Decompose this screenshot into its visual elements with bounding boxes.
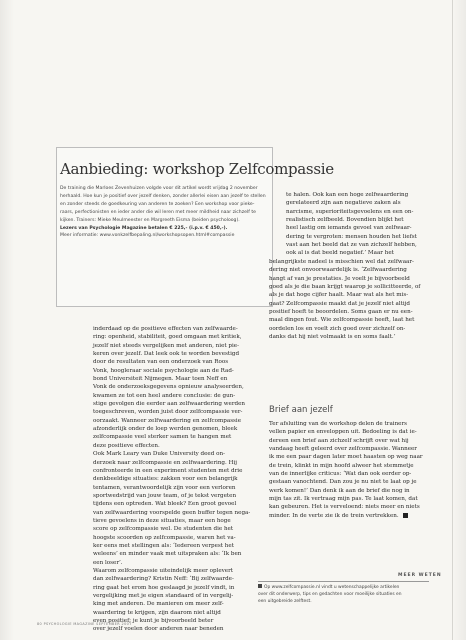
text-line: de trein, klinkt in mijn hoofd alweer het stemmetje — [269, 462, 414, 469]
text-line: vandaag heeft geleerd over zelfcompassie. Wanneer — [269, 446, 417, 453]
offer-title: Aanbieding: workshop Zelfcompassie — [60, 160, 334, 178]
offer-body — [60, 185, 282, 240]
text-line: tieve gevoelens in deze situaties, maar een hoge — [93, 517, 231, 524]
text-line: ring: openheid, stabiliteit, goed omgaan met kritiek, — [93, 334, 242, 341]
column-left — [93, 325, 269, 634]
text-line: als je dat hoge cijfer haalt. Maar wat als het mis- — [269, 292, 409, 299]
text-line: heel lastig om iemands gevoel van zelfwaar- — [286, 225, 412, 232]
text-line: maal dingen fout. Wie zelfcompassie heeft, laat het — [269, 317, 415, 324]
text-line: Vonk, hoogleraar sociale psychologie aan de Rad- — [93, 367, 234, 374]
more-info-link[interactable]: www.zelfcompassie.nl vindt u wetenschappelijke artikelen — [271, 585, 400, 590]
text-line: belangrijkste nadeel is misschien wel dat zelfwaar- — [269, 259, 414, 265]
more-info-prefix: Op — [264, 585, 271, 590]
text-line: Ook Mark Leary van Duke University deed on- — [93, 451, 225, 458]
more-info-text — [258, 584, 433, 606]
section-subheading: Brief aan jezelf — [269, 405, 333, 415]
text-line: derzoek naar zelfcompassie en zelfwaardering. Hij — [93, 459, 237, 466]
text-line: van zelfwaardering voorspelde geen buffer tegen nega- — [93, 509, 251, 516]
text-line: narcisme, superioriteitsgevoelens en een on- — [286, 208, 414, 215]
text-line: weleens’ en minder vaak met uitspraken als: ‘Ik ben — [93, 551, 242, 558]
text-line: gerelateerd zijn aan negatieve zaken als — [286, 200, 401, 207]
text-line: vergelijking met je eigen standaard of in vergelij- — [93, 593, 234, 599]
text-line: dan zelfwaardering? Kristin Neff: ‘Bij zelfwaarde- — [93, 576, 234, 583]
text-line: stige gevolgen die eerder aan zelfwaardering werden — [93, 401, 246, 408]
offer-line: De training die Marloes Zevenhuizen volgde voor dit artikel wordt vrijdag 2 november — [60, 186, 258, 191]
text-line: denkbeeldige situaties: zakken voor een belangrijk — [93, 476, 238, 483]
text-line: zelfcompassie veel sterker samen te hangen met — [93, 434, 232, 441]
text-line: vellen papier en enveloppen uit. Bedoeling is dat ie- — [269, 429, 417, 436]
text-line: ik me een paar dagen later moet haasten op weg naar — [269, 454, 423, 461]
page-footer: 80 PSYCHOLOGIE MAGAZINE SEPTEMBER 2007 — [37, 622, 132, 626]
text-line: te halen. Ook kan een hoge zelfwaardering — [286, 192, 409, 198]
text-line: ring gaat het erom hoe geslaagd je jezelf vindt, in — [93, 584, 235, 591]
text-line: jezelf niet steeds vergelijken met anderen, niet pie- — [93, 342, 239, 349]
text-line: positief hoeft te beoordelen. Soms gaan er nu een- — [269, 309, 413, 316]
text-line: afzonderlijk onder de loep werden genomen, bleek — [93, 426, 238, 433]
text-line: score op zelfcompassie wel. De studenten die het — [93, 526, 234, 533]
text-line: gaat? Zelfcompassie maakt dat je jezelf niet altijd — [269, 300, 410, 307]
offer-info: Meer informatie: www.vonkzelfbepaling.nl/workshopsopen.html#compassie — [60, 233, 235, 239]
text-line: van de innerlijke criticus: ‘Wat dan ook eerder op- — [269, 471, 412, 478]
column-right-end — [269, 420, 425, 520]
text-line: bond Universiteit Nijmegen. Maar toen Neff en — [93, 376, 228, 383]
offer-line: en zonder steeds de goedkeuring van anderen te zoeken? Een workshop voor pieke- — [60, 201, 255, 207]
text-line: minder. In de verte zie ik de trein vertrekken. — [269, 512, 399, 519]
text-line: keren over jezelf. Dat leek ook te worden bevestigd — [93, 351, 240, 358]
text-line: waardering te krijgen, zijn daarom niet altijd — [93, 609, 221, 616]
column-right-mid — [269, 258, 425, 341]
text-line: ook al is dat beeld negatief.’ Maar het — [286, 250, 394, 257]
text-line: door de resultaten van een onderzoek van Roos — [93, 359, 229, 366]
text-line: tijdens een optreden. Wat bleek? Een groot gevoel — [93, 501, 237, 508]
end-mark-icon — [403, 513, 408, 518]
text-line: king met anderen. De manieren om meer zelf- — [93, 601, 224, 608]
text-line: inderdaad op de positieve effecten van zelfwaarde- — [93, 326, 238, 332]
more-info-divider — [258, 581, 429, 582]
text-line: deze positieve effecten. — [93, 442, 160, 449]
offer-line: kijken. Trainers: Mieke Meulmeester en Margreeth Eisma (beiden psycholoog). — [60, 217, 240, 223]
text-line: vast aan het beeld dat ze van zichzelf hebben, — [286, 242, 417, 249]
more-info-line — [258, 584, 433, 591]
text-line: gestaan vanochtend. Dan zou je nu niet te laat op je — [269, 479, 417, 486]
text-line: over jezelf voelen door anderen naar beneden — [93, 626, 224, 633]
text-line: dering te vergroten: mensen houden het liefst — [286, 233, 417, 240]
text-line: Vonk de onderzoeksgegevens opnieuw analyseerden, — [93, 384, 244, 391]
more-info-line: een uitgebreide zelftest. — [258, 599, 312, 605]
text-line: realistisch zelfbeeld. Bovendien blijkt het — [286, 217, 404, 224]
text-line: toegeschreven, worden juist door zelfcompassie ver- — [93, 409, 243, 416]
text-line: een loser’. — [93, 559, 123, 566]
text-line: danks dat hij niet volmaakt is en soms faalt.’ — [269, 334, 396, 341]
text-line: oordelen los en voelt zich goed over zichzelf on- — [269, 325, 406, 332]
offer-line: herhaald. Hoe kun je positief over jezelf denken, zonder allerlei eisen aan jezelf te stellen — [60, 193, 266, 199]
text-line: kan gebeuren. Het is verveloend: niets meer en niets — [269, 504, 420, 511]
bullet-square-icon — [258, 584, 262, 588]
text-line: even positief; je kunt je bijvoorbeeld beter — [93, 618, 214, 625]
text-line: dering niet onvoorwaardelijk is. ‘Zelfwaardering — [269, 267, 407, 274]
offer-line: raars, perfectionisten en ieder ander die wil leren met meer mildheid naar zichzelf te — [60, 209, 256, 215]
text-line: Ter afsluiting van de workshop delen de trainers — [269, 421, 408, 427]
offer-price: Lezers van Psychologie Magazine betalen € 225,- (i.p.v. € 450,-). — [60, 225, 228, 231]
page-fold-line — [452, 0, 453, 640]
text-line: kwamen ze tot een heel andere conclusie: de gun- — [93, 392, 236, 399]
text-line: goed als je die baan krijgt waarop je sollicitteerde, of — [269, 284, 421, 291]
text-line: werk komen!’ Dan denk ik aan de brief die nog in — [269, 487, 410, 494]
text-line: tentamen, verantwoordelijk zijn voor een verloren — [93, 484, 236, 491]
column-right-top — [286, 191, 428, 258]
text-line: hangt af van je prestaties. Je voelt je bijvoorbeeld — [269, 275, 410, 282]
text-line: ker eens met stellingen als: ‘Iedereen verpest het — [93, 542, 234, 549]
text-line: sportwedstrijd van jouw team, of je tekst vergeten — [93, 492, 237, 499]
text-line-last — [269, 512, 425, 520]
text-line: mijn tas zit. Ik vertraag mijn pas. Te laat komen, dat — [269, 496, 418, 503]
text-line: hoogste scoorden op zelfcompassie, waren het va- — [93, 534, 236, 541]
text-line: Waarom zelfcompassie uiteindelijk meer oplevert — [93, 567, 234, 574]
more-info-line: over dit onderwerp, tips en gedachten voor moeilijke situaties en — [258, 592, 402, 598]
more-info-label: MEER WETEN — [398, 573, 442, 578]
text-line: confronteerde in een experiment studenten met drie — [93, 467, 243, 474]
text-line: dereen een brief aan zichzelf schrijft over wat hij — [269, 437, 409, 444]
text-line: oorzaakt. Wanneer zelfwaardering en zelfcompassie — [93, 417, 242, 424]
